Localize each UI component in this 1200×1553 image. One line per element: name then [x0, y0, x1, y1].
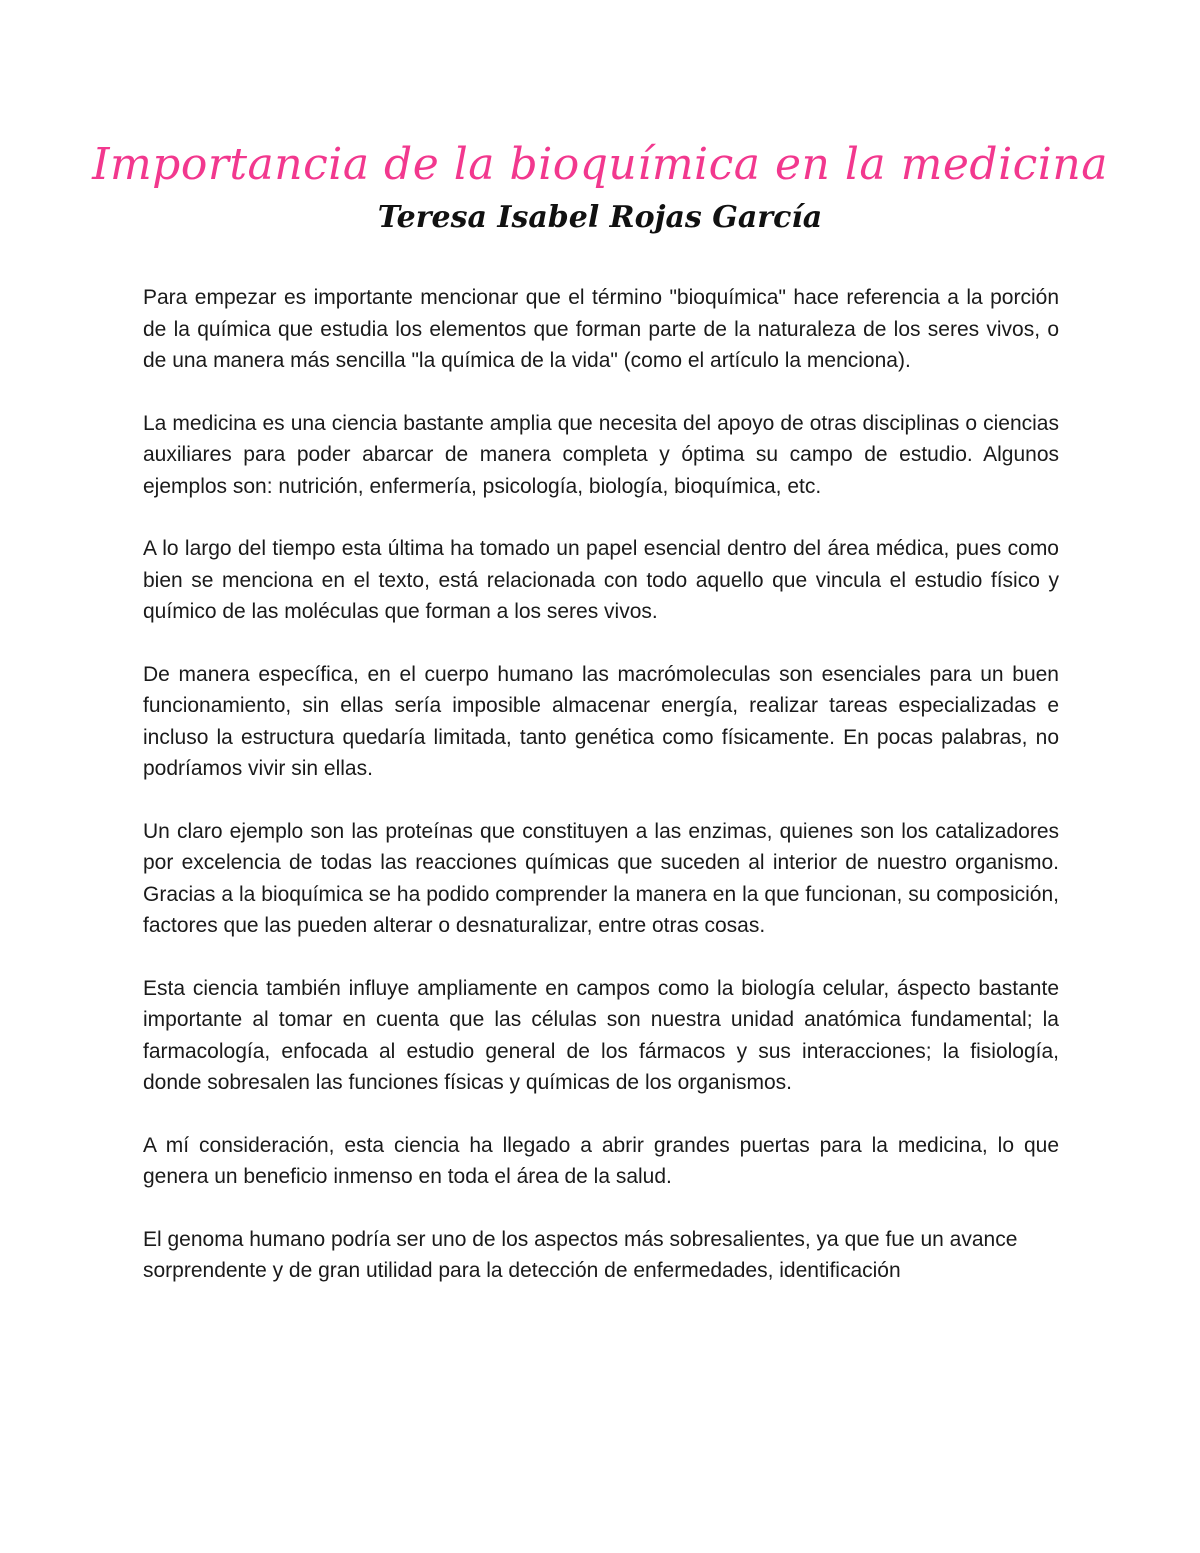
paragraph-4: De manera específica, en el cuerpo humano las macrómoleculas son esenciales para un buen funcionamiento, sin ellas sería imposible almacenar energía, realizar tareas especializadas e incluso la estructura quedaría limitada, tanto genética como físicamente. En pocas palabras, no podríamos vivir sin ellas. — [143, 662, 1059, 780]
document-body — [143, 282, 1059, 1318]
document-title: Importancia de la bioquímica en la medicina — [92, 139, 1108, 190]
document-author: Teresa Isabel Rojas García — [377, 200, 823, 235]
paragraph-7: A mí consideración, esta ciencia ha llegado a abrir grandes puertas para la medicina, lo que genera un beneficio inmenso en toda el área de la salud. — [143, 1133, 1059, 1188]
paragraph-3: A lo largo del tiempo esta última ha tomado un papel esencial dentro del área médica, pues como bien se menciona en el texto, está relacionada con todo aquello que vincula el estudio físico y químico de las moléculas que forman a los seres vivos. — [143, 537, 1059, 623]
paragraph-6: Esta ciencia también influye ampliamente en campos como la biología celular, áspecto bastante importante al tomar en cuenta que las células son nuestra unidad anatómica fundamental; la farmacología, enfocada al estudio general de los fármacos y sus interacciones; la fisiología, donde sobresalen las funciones físicas y químicas de los organismos. — [143, 976, 1059, 1094]
paragraph-1: Para empezar es importante mencionar que el término "bioquímica" hace referencia a la porción de la química que estudia los elementos que forman parte de la naturaleza de los seres vivos, o de una manera más sencilla "la química de la vida" (como el artículo la menciona). — [143, 286, 1059, 372]
paragraph-8: El genoma humano podría ser uno de los aspectos más sobresalientes, ya que fue un avance sorprendente y de gran utilidad para la detección de enfermedades, identificación — [143, 1227, 1018, 1282]
paragraph-2: La medicina es una ciencia bastante amplia que necesita del apoyo de otras disciplinas o ciencias auxiliares para poder abarcar de manera completa y óptima su campo de estudio. Algunos ejemplos son: nutrición, enfermería, psicología, biología, bioquímica, etc. — [143, 411, 1059, 498]
paragraph-5: Un claro ejemplo son las proteínas que constituyen a las enzimas, quienes son los catalizadores por excelencia de todas las reacciones químicas que suceden al interior de nuestro organismo. Gracias a la bioquímica se ha podido comprender la manera en la que funcionan, su composición, factores que las pueden alterar o desnaturalizar, entre otras cosas. — [143, 819, 1059, 937]
